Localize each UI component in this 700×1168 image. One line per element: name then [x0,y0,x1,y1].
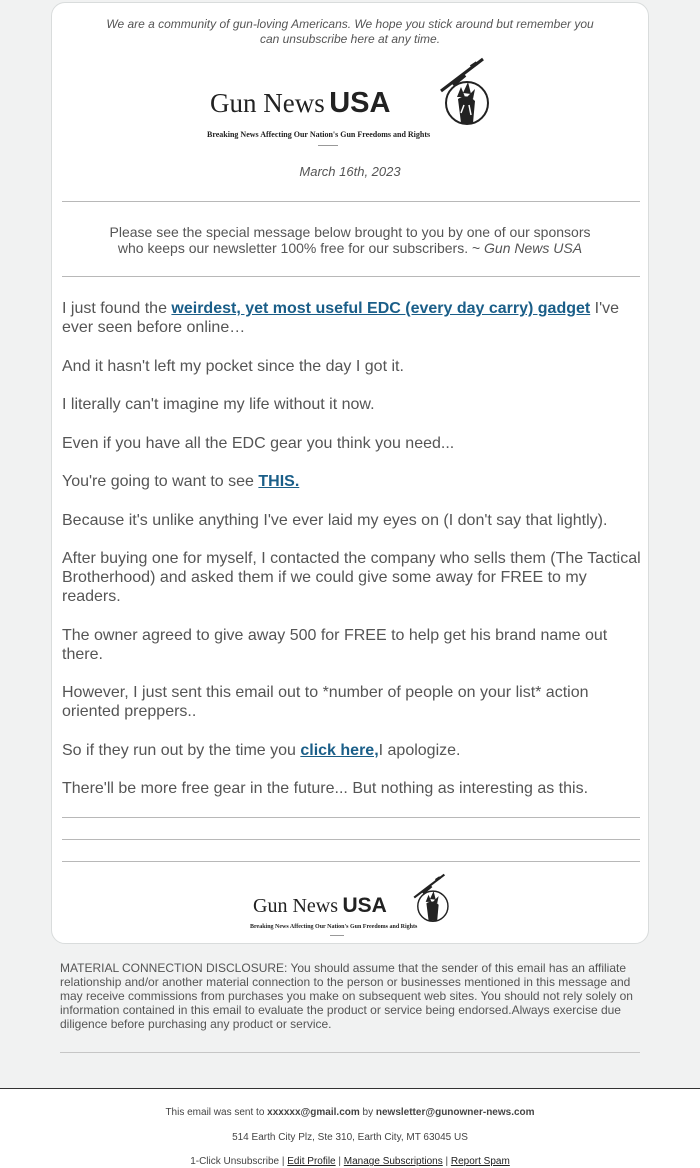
paragraph: The owner agreed to give away 500 for FREE to help get his brand name out there. [62,627,608,663]
mailing-address: 514 Earth City Plz, Ste 310, Earth City, MT 63045 US [232,1132,468,1143]
divider [62,839,640,840]
manage-subscriptions-link[interactable]: Manage Subscriptions [343,1156,443,1167]
paragraph: There'll be more free gear in the future... But nothing as interesting as this. [62,780,589,797]
paragraph: And it hasn't left my pocket since the day I got it. [62,358,404,375]
paragraph: After buying one for myself, I contacted the company who sells them (The Tactical Brotherhood) and asked them if we could give some away for FREE to my readers. [62,550,641,605]
this-link[interactable]: THIS. [258,473,300,490]
click-here-link[interactable]: click here, [300,742,379,759]
sponsor-message: Please see the special message below brought to you by one of our sponsors who keeps our newsletter 100% free for our subscribers. ~ Gun News USA [109,224,591,256]
divider [62,201,640,202]
email-footer [0,1088,700,1168]
sent-to-line: This email was sent to xxxxxx@gmail.com by newsletter@gunowner-news.com [165,1107,535,1118]
report-spam-link[interactable]: Report Spam [450,1156,510,1167]
newsletter-card [51,2,649,944]
intro-text: We are a community of gun-loving Americans. We hope you stick around but remember you can unsubscribe here at any time. [106,17,594,46]
divider [62,276,640,277]
divider [62,861,640,862]
edit-profile-link[interactable]: Edit Profile [287,1156,336,1167]
paragraph: I just found the weirdest, yet most useful EDC (every day carry) gadget I've ever seen before online… [62,300,620,336]
statue-of-liberty-rifle-icon [431,57,495,129]
material-connection-disclosure: MATERIAL CONNECTION DISCLOSURE: You should assume that the sender of this email has an affiliate relationship and/or another material connection to the person or businesses mentioned in this message and may receive commissions from purchases you make on subsequent web sites. You should not rely solely on information contained in this email to evaluate the product or service being endorsed.Always exercise due diligence before purchasing any product or service. [60,961,633,1031]
paragraph: However, I just sent this email out to *number of people on your list* action oriented preppers.. [62,684,589,720]
footer-logo[interactable]: Gun News USA Breaking News Affecting Our Nation's Gun Freedoms and Rights [250,873,454,939]
paragraph: You're going to want to see THIS. [62,473,300,490]
footer-links: 1-Click Unsubscribe | Edit Profile | Manage Subscriptions | Report Spam [190,1156,510,1167]
paragraph: So if they run out by the time you click here,I apologize. [62,742,461,759]
edc-gadget-link[interactable]: weirdest, yet most useful EDC (every day carry) gadget [171,300,591,317]
header-logo[interactable]: Gun News USA Breaking News Affecting Our Nation's Gun Freedoms and Rights [207,57,497,149]
statue-of-liberty-rifle-icon [407,873,453,925]
one-click-unsubscribe[interactable]: 1-Click Unsubscribe [190,1156,280,1167]
divider [60,1052,640,1053]
paragraph: Even if you have all the EDC gear you think you need... [62,435,455,452]
paragraph: Because it's unlike anything I've ever laid my eyes on (I don't say that lightly). [62,512,608,529]
issue-date: March 16th, 2023 [299,164,401,179]
paragraph: I literally can't imagine my life without it now. [62,396,375,413]
divider [62,817,640,818]
